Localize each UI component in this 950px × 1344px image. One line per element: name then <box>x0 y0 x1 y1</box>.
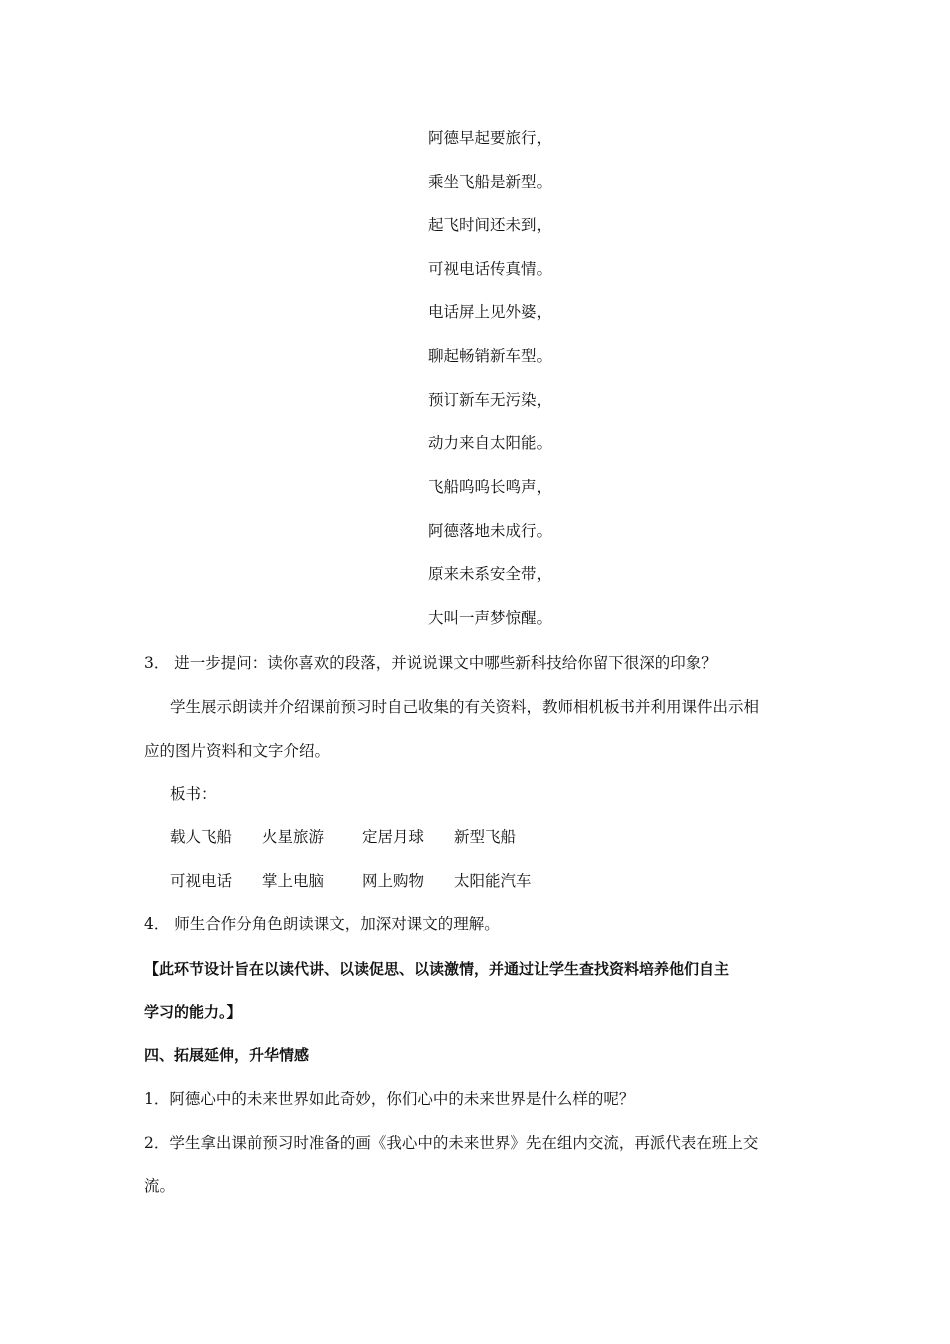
poem-line: 阿德落地未成行。 <box>428 522 553 540</box>
step-3-question: 3． 进一步提问：读你喜欢的段落，并说说课文中哪些新科技给你留下很深的印象？ <box>144 654 717 672</box>
poem-line: 预订新车无污染， <box>428 391 553 409</box>
section-heading: 四、拓展延伸，升华情感 <box>144 1046 310 1064</box>
item-2-line-1: 2．学生拿出课前预习时准备的画《我心中的未来世界》先在组内交流，再派代表在班上交 <box>144 1134 759 1152</box>
board-item: 新型飞船 <box>454 828 517 846</box>
item-2-line-2: 流。 <box>144 1177 176 1195</box>
board-item: 可视电话 <box>170 872 233 890</box>
board-label: 板书： <box>170 785 217 803</box>
board-item: 火星旅游 <box>262 828 325 846</box>
student-paragraph-line-2: 应的图片资料和文字介绍。 <box>144 742 331 760</box>
item-1: 1．阿德心中的未来世界如此奇妙，你们心中的未来世界是什么样的呢？ <box>144 1090 635 1108</box>
poem-line: 飞船呜呜长鸣声， <box>428 478 553 496</box>
design-note-line-2: 学习的能力。】 <box>144 1003 242 1021</box>
student-paragraph-line-1: 学生展示朗读并介绍课前预习时自己收集的有关资料，教师相机板书并利用课件出示相 <box>170 698 760 716</box>
board-item: 网上购物 <box>362 872 425 890</box>
board-item: 定居月球 <box>362 828 425 846</box>
poem-line: 原来未系安全带， <box>428 565 553 583</box>
poem-line: 阿德早起要旅行， <box>428 129 553 147</box>
poem-line: 可视电话传真情。 <box>428 260 553 278</box>
poem-line: 起飞时间还未到， <box>428 216 553 234</box>
board-item: 载人飞船 <box>170 828 233 846</box>
step-4: 4． 师生合作分角色朗读课文，加深对课文的理解。 <box>144 915 500 933</box>
board-item: 太阳能汽车 <box>454 872 532 890</box>
design-note-line-1: 【此环节设计旨在以读代讲、以读促思、以读激情，并通过让学生查找资料培养他们自主 <box>144 960 730 978</box>
poem-line: 乘坐飞船是新型。 <box>428 173 553 191</box>
poem-line: 动力来自太阳能。 <box>428 434 553 452</box>
poem-line: 大叫一声梦惊醒。 <box>428 609 553 627</box>
board-item: 掌上电脑 <box>262 872 325 890</box>
poem-line: 聊起畅销新车型。 <box>428 347 553 365</box>
poem-line: 电话屏上见外婆， <box>428 303 553 321</box>
